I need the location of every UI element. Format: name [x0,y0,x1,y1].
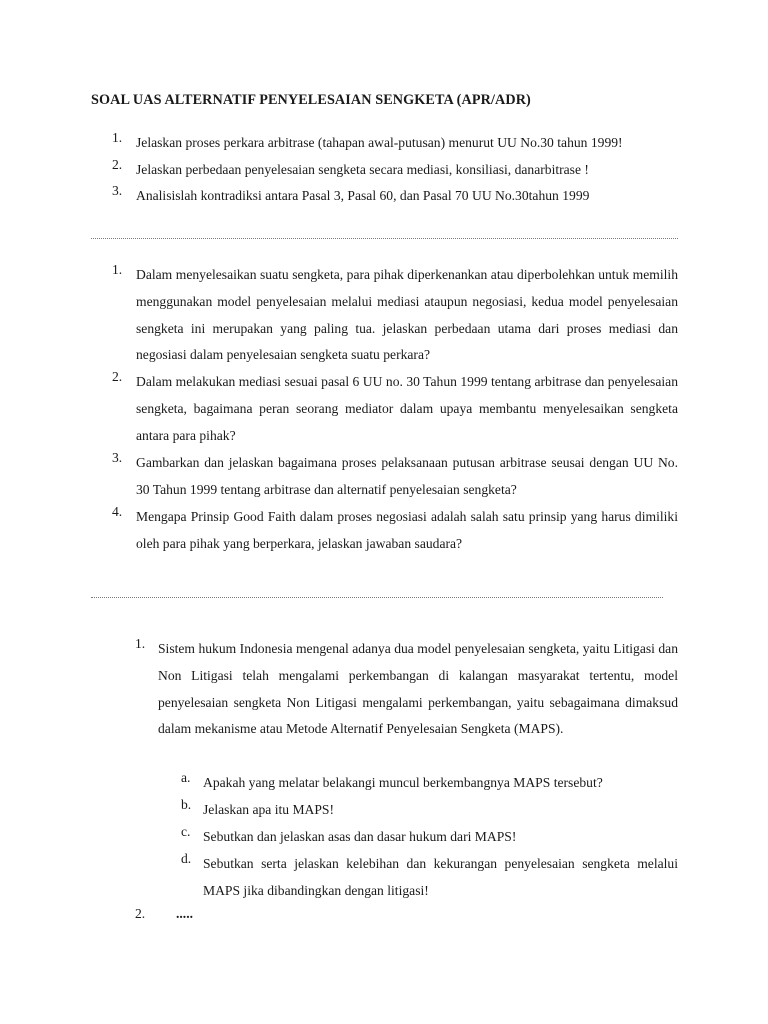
list-number: 1. [112,130,123,145]
sub-list-text: Sebutkan dan jelaskan asas dan dasar hukum dari MAPS! [203,829,517,844]
list-number: 1. [112,262,123,277]
list-number: 2. [135,906,146,921]
list-item [112,157,692,183]
sub-list-text: Apakah yang melatar belakangi muncul berkembangnya MAPS tersebut? [203,775,603,790]
page-title: SOAL UAS ALTERNATIF PENYELESAIAN SENGKETA (APR/ADR) [91,92,531,108]
sub-list-item [181,824,678,851]
list-number: 2. [112,369,123,384]
list-number: 3. [112,450,123,465]
list-text: Jelaskan proses perkara arbitrase (tahapan awal-putusan) menurut UU No.30 tahun 1999! [136,135,623,150]
list-text: ..... [176,906,193,921]
list-text: Mengapa Prinsip Good Faith dalam proses negosiasi adalah salah satu prinsip yang harus dimiliki oleh para pihak yang berperkara, jelaskan jawaban saudara? [136,509,678,551]
sub-list-text: Sebutkan serta jelaskan kelebihan dan kekurangan penyelesaian sengketa melalui MAPS jika dibandingkan dengan litigasi! [203,856,678,898]
list-item [112,369,678,449]
sub-list-text: Jelaskan apa itu MAPS! [203,802,335,817]
list-text: Jelaskan perbedaan penyelesaian sengketa secara mediasi, konsiliasi, danarbitrase ! [136,162,589,177]
list-item [112,450,678,504]
sub-list-item [181,770,678,797]
list-item [112,262,678,369]
list-text: Sistem hukum Indonesia mengenal adanya dua model penyelesaian sengketa, yaitu Litigasi dan Non Litigasi telah mengalami perkembangan di kalangan masyarakat tertentu, model penyelesaian sengketa Non Litigasi mengalami perkembangan, yaitu sebagaimana dimaksud dalam mekanisme atau Metode Alternatif Penyelesaian Sengketa (MAPS). [158,641,678,737]
list-text: Gambarkan dan jelaskan bagaimana proses pelaksanaan putusan arbitrase seusai dengan UU No. 30 Tahun 1999 tentang arbitrase dan alternatif penyelesaian sengketa? [136,455,678,497]
dotted-divider [91,238,678,239]
list-number: 2. [112,157,123,172]
list-number: 1. [135,636,146,651]
list-text: Dalam menyelesaikan suatu sengketa, para pihak diperkenankan atau diperbolehkan untuk memilih menggunakan model penyelesaian melalui mediasi ataupun negosiasi, kedua model penyelesaian sengketa ini merupakan yang paling tua. jelaskan perbedaan utama dari proses mediasi dan negosiasi dalam penyelesaian sengketa suatu perkara? [136,267,678,363]
sub-list-letter: b. [181,797,192,812]
list-item [112,504,678,558]
sub-list-letter: c. [181,824,191,839]
list-item [135,636,678,743]
list-item [112,183,692,209]
list-number: 3. [112,183,123,198]
list-number: 4. [112,504,123,519]
sub-list-item [181,851,678,905]
sub-list-letter: a. [181,770,191,785]
sub-list-item [181,797,678,824]
list-text: Analisislah kontradiksi antara Pasal 3, Pasal 60, dan Pasal 70 UU No.30tahun 1999 [136,188,590,203]
list-item [112,130,692,156]
list-text: Dalam melakukan mediasi sesuai pasal 6 UU no. 30 Tahun 1999 tentang arbitrase dan penyelesaian sengketa, bagaimana peran seorang mediator dalam upaya membantu menyelesaikan sengketa antara para pihak? [136,374,678,443]
sub-list-letter: d. [181,851,192,866]
dotted-divider [91,597,663,598]
